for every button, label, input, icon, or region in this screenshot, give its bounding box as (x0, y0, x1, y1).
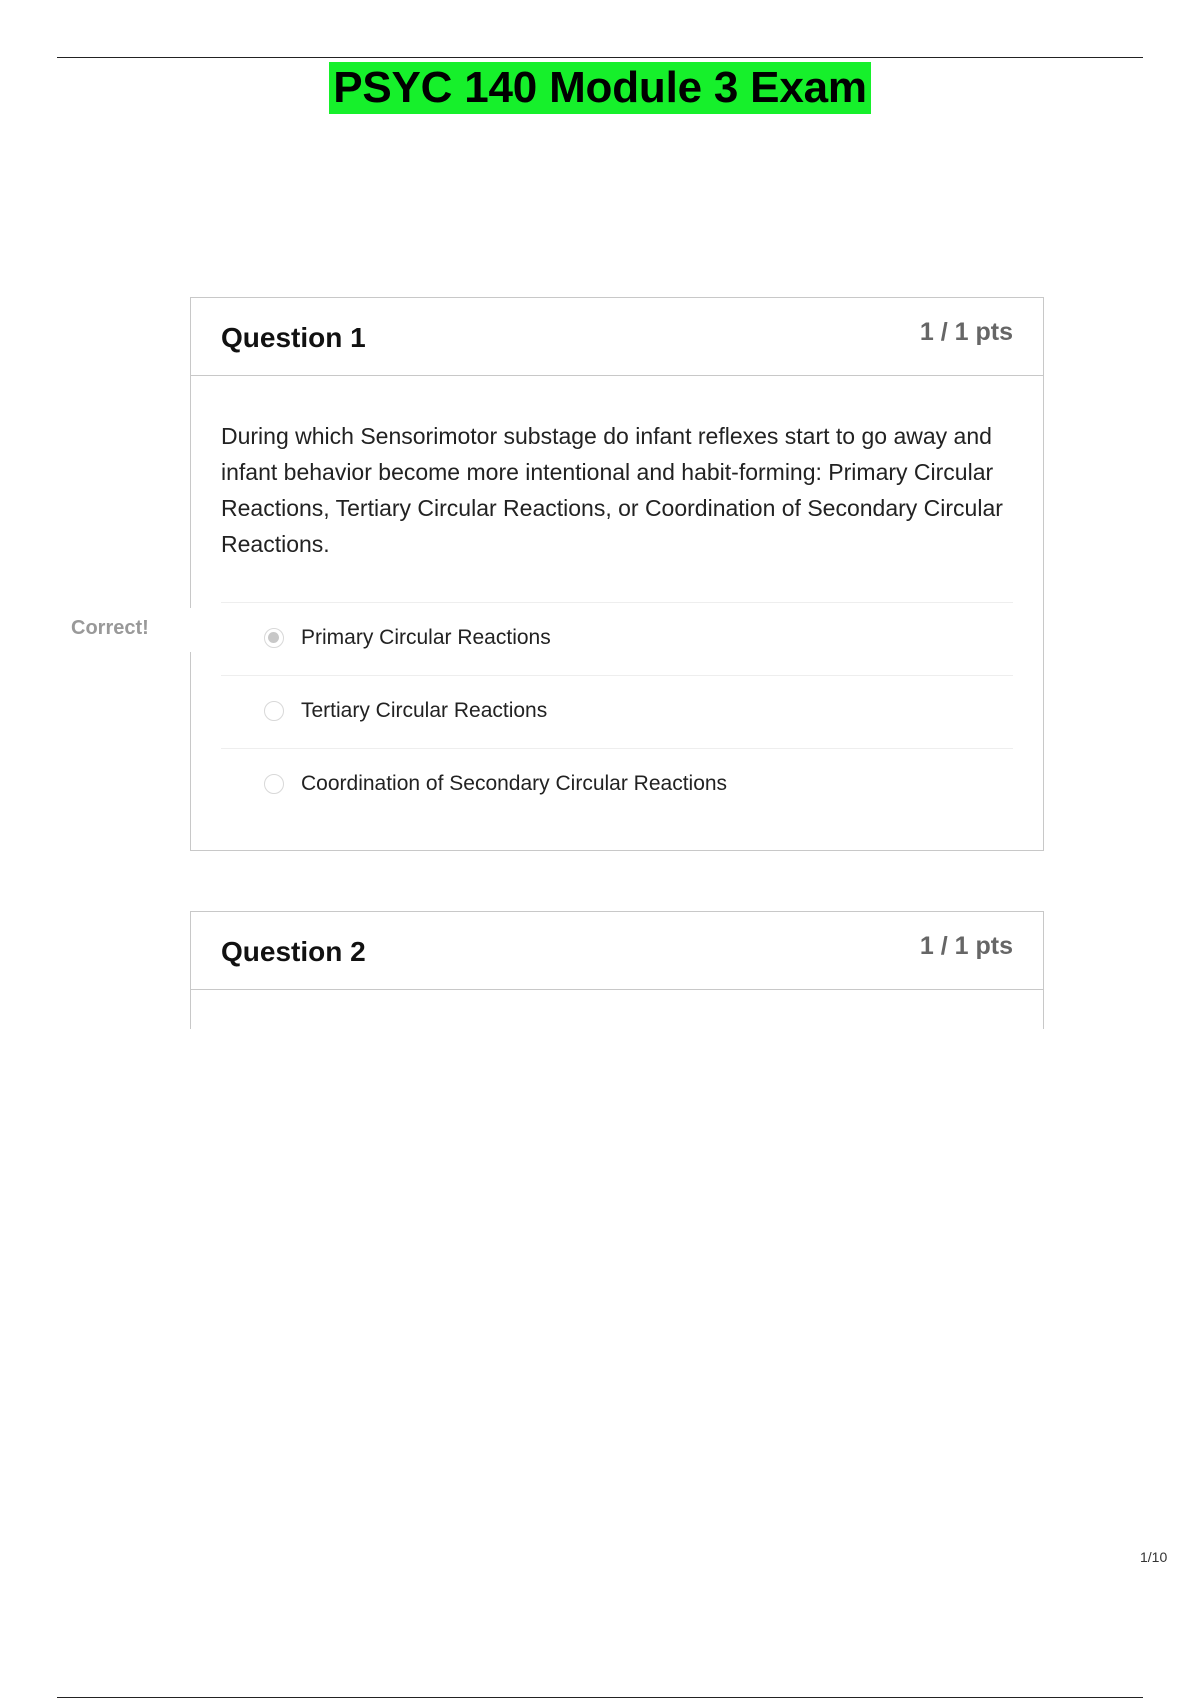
question-header (191, 912, 1043, 990)
answer-label: Tertiary Circular Reactions (301, 699, 548, 722)
radio-empty-icon[interactable] (264, 701, 284, 721)
question-header (191, 298, 1043, 376)
question-card (190, 297, 1044, 851)
question-title: Question 1 (221, 322, 366, 353)
question-points: 1 / 1 pts (919, 932, 1013, 960)
radio-selected-icon[interactable] (264, 628, 284, 648)
answer-option[interactable] (221, 675, 1013, 748)
question-points: 1 / 1 pts (919, 318, 1013, 346)
top-rule (57, 57, 1143, 58)
question-text: During which Sensorimotor substage do infant reflexes start to go away and infant behavior become more intentional and habit-forming: Primary Circular Reactions, Tertiary Circular Reactions, or Coordination of Secondary Circular Reactions. (221, 423, 1003, 557)
answer-list (221, 602, 1013, 821)
question-card (190, 911, 1044, 1029)
answer-label: Primary Circular Reactions (301, 626, 551, 649)
radio-empty-icon[interactable] (264, 774, 284, 794)
page-number: 1/10 (1140, 1549, 1168, 1565)
answer-label: Coordination of Secondary Circular Reactions (301, 772, 728, 795)
answer-option[interactable] (221, 748, 1013, 821)
feedback-notch (188, 608, 193, 652)
answer-option[interactable] (221, 602, 1013, 675)
question-title: Question 2 (221, 936, 366, 967)
title-wrap (0, 62, 1200, 114)
page-title: PSYC 140 Module 3 Exam (329, 62, 871, 114)
correct-feedback: Correct! (71, 617, 149, 639)
bottom-rule (57, 1697, 1143, 1698)
